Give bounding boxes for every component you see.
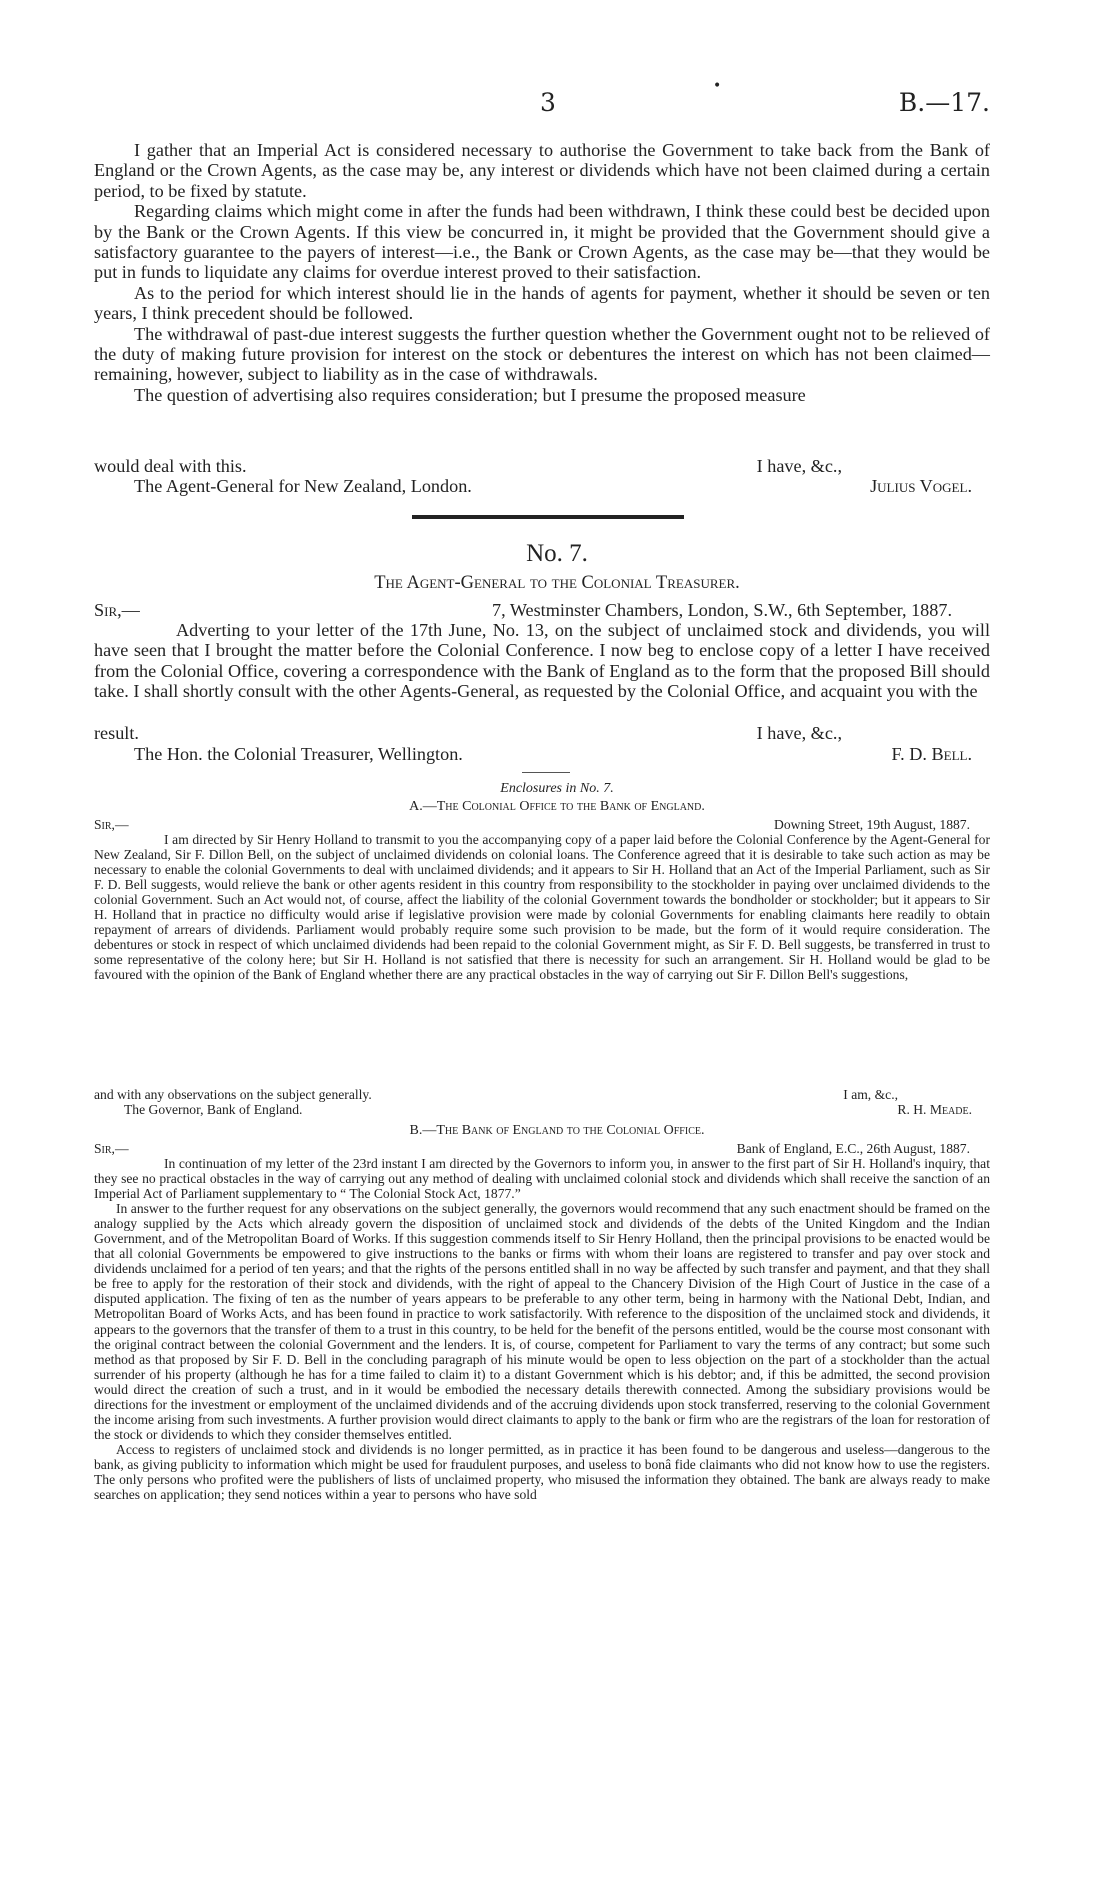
enclosure-b-heading: B.—The Bank of England to the Colonial Office. [409, 1123, 705, 1138]
last-line: result. [94, 723, 139, 743]
enclosure-a-body [94, 832, 990, 982]
short-divider [522, 772, 570, 773]
signature: Julius Vogel. [870, 476, 972, 496]
paragraph: In answer to the further request for any observations on the subject generally, the governors would recommend that any such enactment should be framed on the analogy supplied by the Acts which already govern the disposition of unclaimed stock and dividends of the debts of the United Kingdom and the Indian Government, and of the Metropolitan Board of Works. If this suggestion commends itself to Sir Henry Holland, then the principal provisions to be enacted would be that all colonial Governments be empowered to give instructions to the banks or firms with whom their loans are registered to transfer and pay over stock and dividends unclaimed for a period of ten years; and that the rights of the persons entitled shall in no way be affected by such transfer and payment, and that they shall be free to apply for the restoration of their stock and dividends, with the right of appeal to the Chancery Division of the High Court of Justice in the case of a disputed application. The fixing of ten as the number of years appears to be preferable to any other term, being in harmony with the National Debt, Indian, and Metropolitan Board of Works Acts, and has been found in practice to work satisfactorily. With reference to the disposition of the unclaimed stock and dividends, it appears to the governors that the transfer of them to a trust in this country, to be held for the benefit of the persons entitled, would be the course most consonant with the original contract between the colonial Government and the lenders. It is, of course, competent for Parliament to vary the terms of any contract; but some such method as that proposed by Sir F. D. Bell in the concluding paragraph of his minute would be open to less objection on the part of a stockholder than the actual surrender of his property (although he has for a time failed to claim it) to a distant Government which is his debtor; and, if this be admitted, the second provision would direct the creation of such a trust, and in it would be embodied the necessary details therewith connected. Among the subsidiary provisions would be directions for the investment or employment of the unclaimed dividends and of the accruing dividends upon stock transferred, reserving to the colonial Government the income arising from such investments. A further provision would direct claimants to apply to the bank or firm who are the registrars of the loan for restoration of the stock or dividends to which they consider themselves entitled. [94, 1201, 990, 1442]
addressee: The Agent-General for New Zealand, London. [134, 476, 472, 496]
enclosures-title: Enclosures in No. 7. [500, 781, 614, 796]
address: Bank of England, E.C., 26th August, 1887. [736, 1141, 970, 1156]
address: 7, Westminster Chambers, London, S.W., 6th September, 1887. [491, 600, 952, 620]
header-dot: • [713, 78, 722, 94]
letter-title: The Agent-General to the Colonial Treasurer. [374, 573, 740, 593]
enclosure-b-header-row [94, 1141, 990, 1156]
section-divider [412, 515, 684, 519]
document-reference: B.—17. [898, 88, 990, 117]
paragraph: I am directed by Sir Henry Holland to transmit to you the accompanying copy of a paper laid before the Colonial Conference by the Agent-General for New Zealand, Sir F. Dillon Bell, on the subject of unclaimed dividends on colonial loans. The Conference agreed that it is desirable to take such action as may be necessary to enable the colonial Governments to deal with unclaimed dividends; and it appears to Sir H. Holland that an Act of the Imperial Parliament, such as Sir F. D. Bell suggests, would relieve the bank or other agents resident in this country from responsibility to the stockholder in paying over unclaimed dividends to the colonial Government. Such an Act would not, of course, affect the liability of the colonial Government towards the bondholder or stockholder; but it appears to Sir H. Holland that in practice no difficulty would arise if legislative provision were made by colonial Governments for enabling claimants here readily to obtain repayment of arrears of dividends. Parliament would probably require some such provision to be made, but the form of it would require consideration. The debentures or stock in respect of which unclaimed dividends had been repaid to the colonial Government might, as Sir F. D. Bell suggests, be transferred in trust to some representative of the colony here; but Sir H. Holland is not satisfied that there is necessity for such an arrangement. Sir H. Holland would be glad to be favoured with the opinion of the Bank of England whether there are any practical obstacles in the way of carrying out Sir F. Dillon Bell's suggestions, [94, 832, 990, 983]
addressee: The Hon. the Colonial Treasurer, Wellington. [134, 744, 463, 764]
last-line: would deal with this. [94, 456, 247, 476]
addressee: The Governor, Bank of England. [124, 1102, 303, 1117]
paragraph: As to the period for which interest should lie in the hands of agents for payment, whether it should be seven or ten years, I think precedent should be followed. [94, 282, 990, 324]
paragraph: Access to registers of unclaimed stock and dividends is no longer permitted, as in practice it has been found to be dangerous and useless—dangerous to the bank, as giving publicity to information which might be used for fraudulent purposes, and useless to bonâ fide claimants who did not know how to use the registers. The only persons who profited were the publishers of lists of unclaimed property, who misused the information they obtained. The bank are always ready to make searches on application; they send notices within a year to persons who have sold [94, 1441, 990, 1503]
salutation: Sir,— [94, 1141, 129, 1156]
address: Downing Street, 19th August, 1887. [774, 817, 970, 832]
letter7-body [94, 620, 990, 702]
paragraph: I gather that an Imperial Act is considered necessary to authorise the Government to take back from the Bank of England or the Crown Agents, as the case may be, any interest or dividends which have not been claimed during a certain period, to be fixed by statute. [94, 140, 990, 201]
closing: I am, &c., [843, 1087, 898, 1102]
closing: I have, &c., [756, 723, 842, 743]
paragraph: The question of advertising also requires consideration; but I presume the proposed measure [134, 384, 806, 405]
enclosure-a-closing-row [94, 1087, 990, 1102]
salutation: Sir,— [94, 817, 129, 832]
closing: I have, &c., [756, 456, 842, 476]
enclosure-a-heading: A.—The Colonial Office to the Bank of England. [409, 799, 705, 814]
letter6-body [94, 140, 990, 405]
signature: R. H. Meade. [897, 1102, 972, 1117]
signature: F. D. Bell. [891, 744, 972, 764]
paragraph: In continuation of my letter of the 23rd instant I am directed by the Governors to inform you, in answer to the first part of Sir H. Holland's inquiry, that they see no practical obstacles in the way of carrying out any method of dealing with unclaimed colonial stock and dividends which shall receive the sanction of an Imperial Act of Parliament supplementary to “ The Colonial Stock Act, 1877.” [94, 1156, 990, 1202]
paragraph: Adverting to your letter of the 17th June, No. 13, on the subject of unclaimed stock and dividends, you will have seen that I brought the matter before the Colonial Conference. I now beg to enclose copy of a letter I have received from the Colonial Office, covering a correspondence with the Bank of England as to the form that the proposed Bill should take. I shall shortly consult with the other Agents-General, as requested by the Colonial Office, and acquaint you with the [94, 620, 990, 702]
last-line: and with any observations on the subject generally. [94, 1087, 372, 1102]
enclosure-a-header-row [94, 817, 990, 832]
paragraph: The withdrawal of past-due interest suggests the further question whether the Government ought not to be relieved of the duty of making future provision for interest on the stock or debentures the interest on which has not been claimed—remaining, however, subject to liability as in the case of withdrawals. [94, 323, 990, 385]
paragraph: Regarding claims which might come in after the funds had been withdrawn, I think these could best be decided upon by the Bank or the Crown Agents. If this view be concurred in, it might be provided that the Government should give a satisfactory guarantee to the payers of interest—i.e., the Bank or Crown Agents, as the case may be—that they would be put in funds to liquidate any claims for overdue interest proved to their satisfaction. [94, 201, 990, 283]
page-number: 3 [540, 88, 556, 117]
enclosure-b-body [94, 1156, 990, 1502]
salutation: Sir,— [94, 600, 140, 620]
letter-number: No. 7. [526, 540, 588, 567]
